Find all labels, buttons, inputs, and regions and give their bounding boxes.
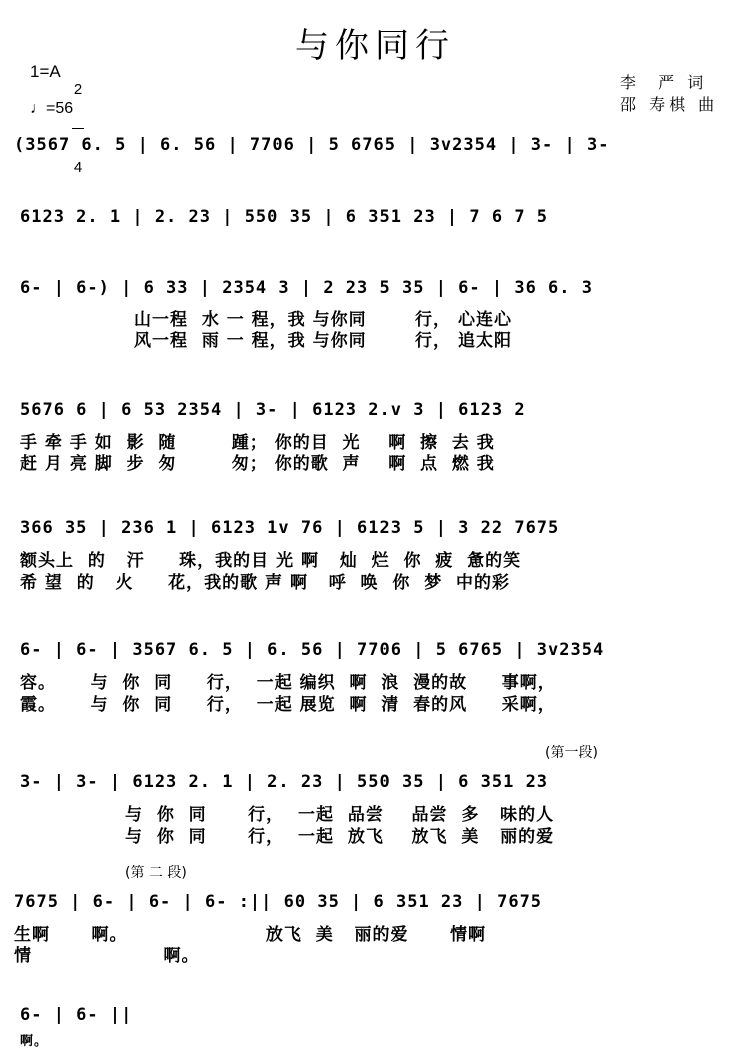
key-signature: 1=A bbox=[30, 62, 61, 81]
score-line-3-lyric-1: 山一程 水 一 程，我 与你同 行， 心连心 bbox=[134, 310, 512, 330]
composer-credit: 邵 寿棋 曲 bbox=[620, 95, 719, 114]
score-line-8-lyric-1: 生啊 啊。 放飞 美 丽的爱 情啊 bbox=[14, 925, 486, 945]
score-line-6-lyric-1: 容。 与 你 同 行， 一起 编织 啊 浪 漫的故 事啊， bbox=[20, 673, 556, 693]
score-line-4-notes: 5676 6 | 6 53 2354 | 3- | 6123 2.v 3 | 6123 2 bbox=[20, 400, 526, 420]
song-title: 与你同行 bbox=[295, 26, 455, 66]
score-line-5-lyric-2: 希 望 的 火 花，我的歌 声 啊 呼 唤 你 梦 中的彩 bbox=[20, 573, 511, 593]
lyricist-credit: 李 严 词 bbox=[620, 73, 708, 92]
score-line-7-lyric-1: 与 你 同 行， 一起 品尝 品尝 多 味的人 bbox=[125, 805, 555, 825]
score-line-2-notes: 6123 2. 1 | 2. 23 | 550 35 | 6 351 23 | 7 6 7 5 bbox=[20, 207, 549, 227]
score-line-9-lyric-1: 啊。 bbox=[20, 1034, 49, 1049]
score-line-6-lyric-2: 霞。 与 你 同 行， 一起 展览 啊 清 春的风 采啊， bbox=[20, 695, 556, 715]
score-line-8-lyric-2: 情 啊。 bbox=[14, 946, 200, 966]
score-line-4-lyric-1: 手 牵 手 如 影 随 踵； 你的目 光 啊 擦 去 我 bbox=[20, 433, 495, 453]
score-line-3-notes: 6- | 6-) | 6 33 | 2354 3 | 2 23 5 35 | 6- | 36 6. 3 bbox=[20, 278, 593, 298]
score-line-5-notes: 366 35 | 236 1 | 6123 1v 76 | 6123 5 | 3 22 7675 bbox=[20, 518, 560, 538]
time-signature-bottom: 4 bbox=[73, 159, 83, 176]
score-line-4-lyric-2: 赶 月 亮 脚 步 匆 匆； 你的歌 声 啊 点 燃 我 bbox=[20, 454, 495, 474]
score-line-5-lyric-1: 额头上 的 汗 珠，我的目 光 啊 灿 烂 你 疲 惫的笑 bbox=[20, 551, 522, 571]
second-ending-marker: (第 二 段) bbox=[125, 865, 187, 881]
score-line-3-lyric-2: 风一程 雨 一 程，我 与你同 行， 追太阳 bbox=[134, 331, 512, 351]
tempo-marking: ♩=56 bbox=[30, 100, 74, 117]
score-line-9-notes: 6- | 6- || bbox=[20, 1005, 133, 1025]
first-ending-marker: (第一段) bbox=[545, 745, 598, 761]
score-line-7-lyric-2: 与 你 同 行， 一起 放飞 放飞 美 丽的爱 bbox=[125, 827, 555, 847]
score-line-8-notes: 7675 | 6- | 6- | 6- :|| 60 35 | 6 351 23 | 7675 bbox=[14, 892, 543, 912]
time-signature bbox=[72, 52, 84, 190]
score-line-1-notes: (3567 6. 5 | 6. 56 | 7706 | 5 6765 | 3v2354 | 3- | 3- bbox=[14, 135, 610, 155]
score-line-6-notes: 6- | 6- | 3567 6. 5 | 6. 56 | 7706 | 5 6765 | 3v2354 bbox=[20, 640, 605, 660]
time-signature-top: 2 bbox=[73, 81, 83, 98]
score-line-7-notes: 3- | 3- | 6123 2. 1 | 2. 23 | 550 35 | 6 351 23 bbox=[20, 772, 549, 792]
